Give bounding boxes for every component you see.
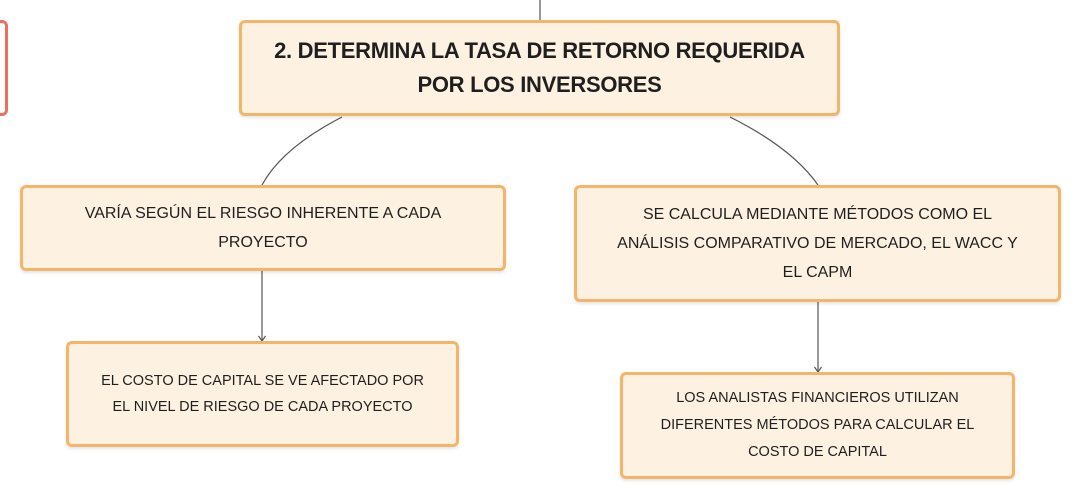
right-detail-node[interactable] (620, 372, 1015, 479)
left-subtopic-node[interactable] (20, 185, 506, 271)
left-subtopic-text: VARÍA SEGÚN EL RIESGO INHERENTE A CADA PROYECTO (84, 205, 442, 251)
right-subtopic-text: SE CALCULA MEDIANTE MÉTODOS COMO EL ANÁLISIS COMPARATIVO DE MERCADO, EL WACC Y EL CAPM (617, 206, 1018, 281)
main-topic-text: 2. DETERMINA LA TASA DE RETORNO REQUERIDA POR LOS INVERSORES (274, 38, 805, 97)
offscreen-sibling-node[interactable] (0, 20, 8, 116)
main-topic-node[interactable] (239, 20, 840, 116)
left-detail-text: EL COSTO DE CAPITAL SE VE AFECTADO POR EL NIVEL DE RIESGO DE CADA PROYECTO (101, 373, 424, 415)
connector-main-to-right-branch (730, 117, 818, 185)
right-subtopic-node[interactable] (574, 185, 1061, 302)
connector-main-to-left-branch (262, 117, 342, 185)
left-detail-node[interactable] (66, 341, 459, 447)
right-detail-text: LOS ANALISTAS FINANCIEROS UTILIZAN DIFERENTES MÉTODOS PARA CALCULAR EL COSTO DE CAPITAL (660, 390, 975, 460)
